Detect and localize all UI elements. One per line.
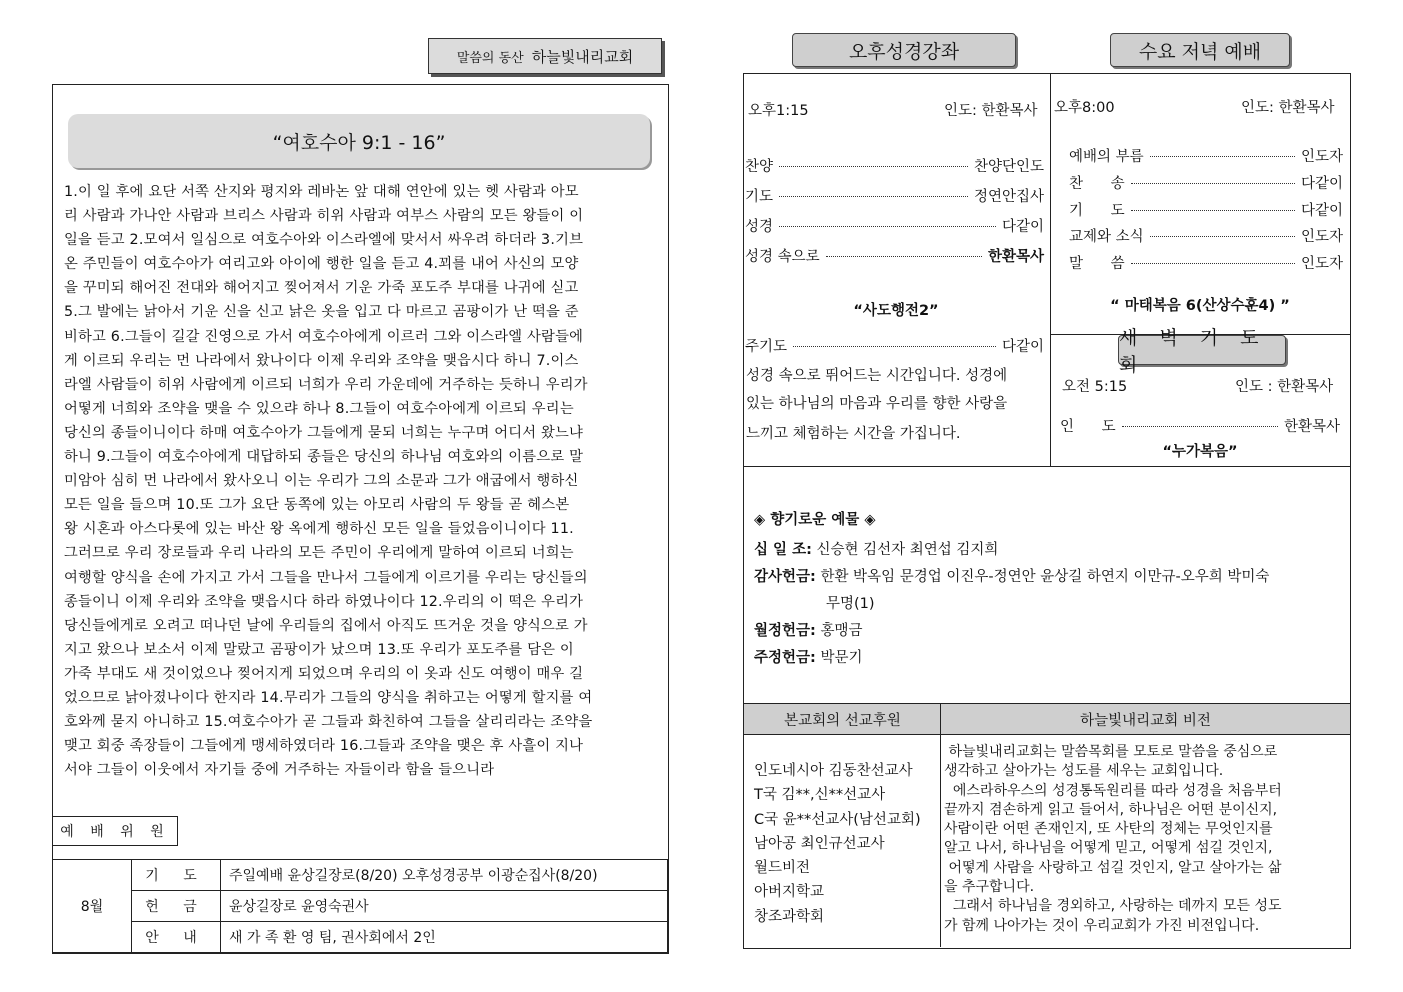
scripture-line: 을 꾸미되 해어진 전대와 해어지고 찢어져서 기운 가죽 포도주 부대를 나귀에 싣고 bbox=[64, 280, 579, 297]
order-item bbox=[745, 335, 1044, 356]
staff-detail: 주일예배 윤상길장로(8/20) 오후성경공부 이광순집사(8/20) bbox=[221, 860, 668, 891]
scripture-line: 서야 그들이 이웃에서 자기들 중에 거주하는 자들이라 함을 들으니라 bbox=[64, 762, 495, 779]
table-row bbox=[53, 891, 668, 922]
scripture-line: 여행할 양식을 손에 가지고 가서 그들을 만나서 그들에게 이르기를 우리는 당신들의 bbox=[64, 569, 588, 586]
scripture-line: 당신들에게로 오려고 떠나던 날에 우리들의 집에서 아직도 뜨거운 것을 양식으로 가 bbox=[64, 617, 588, 634]
list-item: 월드비전 bbox=[754, 860, 811, 877]
vision-line: 그래서 하나님을 경외하고, 사랑하는 데까지 모든 성도 bbox=[944, 898, 1282, 915]
scripture-line: 일을 듣고 2.모여서 일심으로 여호수아와 이스라엘에 맞서서 싸우려 하더라 3.기브 bbox=[64, 232, 584, 249]
vision-line: 알고 나서, 하나님을 어떻게 믿고, 어떻게 섬길 것인지, bbox=[944, 840, 1273, 857]
order-value: 인도자 bbox=[1300, 229, 1343, 245]
leader-dots bbox=[1131, 262, 1295, 264]
leader-dots bbox=[1150, 155, 1295, 157]
scripture-line: 호와께 묻지 아니하고 15.여호수아가 곧 그들과 화친하여 그들을 살리리라는 조약을 bbox=[64, 714, 593, 731]
column-divider bbox=[1050, 73, 1051, 466]
order-item bbox=[745, 215, 1044, 236]
vision-line: 끝까지 겸손하게 읽고 들어서, 하나님은 어떤 분이신지, bbox=[944, 801, 1278, 818]
list-item: 남아공 최인규선교사 bbox=[754, 835, 885, 852]
scripture-line: 가죽 부대도 새 것이었으나 찢어지게 되었으며 우리의 이 옷과 신도 여행이 매우 길 bbox=[64, 665, 584, 682]
vision-line: 하늘빛내리교회는 말씀목회를 모토로 말씀을 중심으로 bbox=[944, 744, 1278, 760]
afternoon-leader: 인도: 한환목사 bbox=[944, 103, 1038, 119]
vision-line: 사람이란 어떤 존재인지, 또 사탄의 정체는 무엇인지를 bbox=[944, 821, 1273, 838]
scripture-line: 라엘 사람들이 히위 사람에게 이르되 너희가 우리 가운데에 거주하는 듯하니 우리가 bbox=[64, 376, 588, 393]
worship-staff-table bbox=[52, 859, 668, 953]
order-item bbox=[1069, 252, 1343, 273]
order-label: 기 도 bbox=[1069, 203, 1125, 219]
dawn-prayer-header: 새 벽 기 도 회 bbox=[1118, 335, 1286, 365]
church-name-badge bbox=[428, 38, 662, 74]
order-value: 정연안집사 bbox=[973, 189, 1044, 205]
scripture-line: 미암아 심히 먼 나라에서 왔사오니 이는 우리가 그의 소문과 그가 애굽에서 행하신 bbox=[64, 473, 579, 490]
offerings-title: ◈ 향기로운 예물 ◈ bbox=[754, 512, 876, 528]
order-label: 주기도 bbox=[745, 339, 788, 355]
scripture-line: 5.그 발에는 낡아서 기운 신을 신고 낡은 옷을 입고 다 마르고 곰팡이가 난 떡을 준 bbox=[64, 304, 579, 321]
list-item: 인도네시아 김동찬선교사 bbox=[754, 763, 913, 779]
scripture-line: 맺고 회중 족장들이 그들에게 맹세하였더라 16.그들과 조약을 맺은 후 사흘이 지나 bbox=[64, 738, 584, 755]
order-item bbox=[745, 185, 1044, 206]
list-item: 아버지학교 bbox=[754, 884, 825, 901]
staff-detail: 윤상길장로 윤영숙권사 bbox=[221, 891, 668, 922]
order-label: 성경 bbox=[745, 219, 774, 235]
order-label: 찬 송 bbox=[1069, 176, 1125, 192]
vision-line: 생각하고 살아가는 성도를 세우는 교회입니다. bbox=[944, 763, 1224, 780]
scripture-line: 리 사람과 가나안 사람과 브리스 사람과 히위 사람과 여부스 사람의 모든 왕들이 이 bbox=[64, 208, 584, 225]
order-item bbox=[1060, 415, 1340, 436]
table-row bbox=[53, 922, 668, 953]
scripture-line: 었으므로 낡아졌나이다 한지라 14.무리가 그들의 양식을 취하고는 어떻게 할지를 여 bbox=[64, 689, 593, 706]
order-value: 한환목사 bbox=[987, 249, 1044, 265]
order-item bbox=[1069, 145, 1343, 166]
missions-list bbox=[754, 759, 921, 929]
leader-dots bbox=[1131, 182, 1295, 184]
offering-names: 무명(1) bbox=[826, 596, 875, 612]
table-row bbox=[53, 860, 668, 891]
order-item bbox=[745, 155, 1044, 176]
order-item bbox=[1069, 172, 1343, 193]
scripture-line: 지고 왔으나 보소서 이제 말랐고 곰팡이가 났으며 13.또 우리가 포도주를 담은 이 bbox=[64, 641, 574, 658]
order-value: 다같이 bbox=[1001, 339, 1044, 355]
afternoon-time: 오후1:15 bbox=[748, 103, 809, 119]
order-label: 찬양 bbox=[745, 159, 774, 175]
staff-role: 안 내 bbox=[132, 922, 221, 953]
order-label: 기도 bbox=[745, 189, 774, 205]
scripture-line: 비하고 6.그들이 길갈 진영으로 가서 여호수아에게 이르러 그와 이스라엘 사람들에 bbox=[64, 328, 584, 345]
scripture-line: 1.이 일 후에 요단 서쪽 산지와 평지와 레바논 앞 대해 연안에 있는 헷 사람과 아모 bbox=[64, 184, 579, 200]
afternoon-description: 성경 속으로 뛰어드는 시간입니다. 성경에 bbox=[746, 368, 1008, 384]
list-item: C국 윤**선교사(남선교회) bbox=[754, 811, 921, 828]
order-value: 한환목사 bbox=[1283, 419, 1340, 435]
leader-dots bbox=[1122, 425, 1278, 427]
order-label: 성경 속으로 bbox=[745, 249, 820, 265]
column-divider bbox=[940, 703, 941, 947]
worship-staff-label: 예 배 위 원 bbox=[52, 816, 178, 846]
order-value: 다같이 bbox=[1300, 203, 1343, 219]
dawn-book: “누가복음” bbox=[1162, 444, 1238, 460]
church-motto: 말씀의 동산 bbox=[456, 50, 524, 66]
offering-names: 한환 박옥임 문경업 이진우-정연안 윤상길 하연지 이만규-오우희 박미숙 bbox=[820, 569, 1270, 585]
scripture-body bbox=[64, 180, 654, 782]
wednesday-evening-service-header: 수요 저녁 예배 bbox=[1110, 33, 1290, 67]
leader-dots bbox=[1150, 235, 1295, 237]
list-item: 창조과학회 bbox=[754, 908, 825, 925]
offering-label: 감사헌금: bbox=[754, 569, 816, 585]
order-label: 인 도 bbox=[1060, 419, 1116, 435]
afternoon-description: 있는 하나님의 마음과 우리를 향한 사랑을 bbox=[746, 396, 1008, 412]
scripture-line: 당신의 종들이니이다 하매 여호수아가 그들에게 묻되 너희는 누구며 어디서 왔느냐 bbox=[64, 424, 584, 441]
vision-line: 어떻게 사람을 사랑하고 섬길 것인지, 알고 살아가는 삶 bbox=[944, 859, 1282, 876]
scripture-line: 게 이르되 우리는 먼 나라에서 왔나이다 이제 우리와 조약을 맺읍시다 하니 7.이스 bbox=[64, 352, 579, 369]
leader-dots bbox=[779, 195, 968, 197]
afternoon-description: 느끼고 체험하는 시간을 가집니다. bbox=[746, 426, 961, 442]
church-name: 하늘빛내리교회 bbox=[531, 47, 634, 66]
order-label: 예배의 부름 bbox=[1069, 149, 1144, 165]
wednesday-book: “ 마태복음 6(산상수훈4) ” bbox=[1110, 298, 1290, 314]
vision-header: 하늘빛내리교회 비전 bbox=[940, 703, 1351, 735]
afternoon-book: “사도행전2” bbox=[853, 303, 939, 319]
order-value: 인도자 bbox=[1300, 149, 1343, 165]
order-item bbox=[745, 245, 1044, 266]
vision-line: 에스라하우스의 성경통독원리를 따라 성경을 처음부터 bbox=[944, 782, 1282, 799]
dawn-leader: 인도 : 한환목사 bbox=[1235, 379, 1334, 395]
order-value: 다같이 bbox=[1300, 176, 1343, 192]
vision-line: 가 함께 나아가는 것이 우리교회가 가진 비전입니다. bbox=[944, 917, 1260, 934]
wednesday-time: 오후8:00 bbox=[1054, 100, 1115, 116]
missions-header: 본교회의 선교후원 bbox=[743, 703, 942, 735]
section-divider bbox=[743, 466, 1350, 467]
wednesday-leader: 인도: 한환목사 bbox=[1241, 100, 1335, 116]
staff-detail: 새 가 족 환 영 팀, 권사회에서 2인 bbox=[221, 922, 668, 953]
order-label: 교제와 소식 bbox=[1069, 229, 1144, 245]
scripture-line: 종들이니 이제 우리와 조약을 맺읍시다 하라 하였나이다 12.우리의 이 떡은 우리가 bbox=[64, 593, 584, 610]
offering-label: 월정헌금: bbox=[754, 623, 816, 639]
dawn-time: 오전 5:15 bbox=[1062, 379, 1128, 395]
offering-names: 박문기 bbox=[820, 650, 863, 666]
leader-dots bbox=[1131, 209, 1295, 211]
offering-label: 주정헌금: bbox=[754, 650, 816, 666]
order-item bbox=[1069, 225, 1343, 246]
order-item bbox=[1069, 199, 1343, 220]
afternoon-bible-study-header: 오후성경강좌 bbox=[792, 33, 1016, 67]
staff-role: 기 도 bbox=[132, 860, 221, 891]
offering-names: 홍맹금 bbox=[820, 623, 863, 639]
list-item: T국 김**,신**선교사 bbox=[754, 787, 886, 804]
scripture-title: “여호수아 9:1 - 16” bbox=[68, 114, 650, 168]
scripture-line: 어떻게 너희와 조약을 맺을 수 있으랴 하나 8.그들이 여호수아에게 이르되 우리는 bbox=[64, 400, 574, 417]
scripture-line: 그러므로 우리 장로들과 우리 나라의 모든 주민이 우리에게 말하여 이르되 너희는 bbox=[64, 545, 574, 562]
leader-dots bbox=[826, 255, 982, 257]
leader-dots bbox=[779, 225, 996, 227]
order-value: 찬양단인도 bbox=[973, 159, 1044, 175]
scripture-line: 왕 시혼과 아스다롯에 있는 바산 왕 옥에게 행하신 모든 일을 들었음이니이다 11. bbox=[64, 521, 574, 538]
offering-label: 십 일 조: bbox=[754, 542, 812, 558]
staff-month: 8월 bbox=[53, 860, 132, 953]
order-value: 다같이 bbox=[1001, 219, 1044, 235]
scripture-line: 온 주민들이 여호수아가 여리고와 아이에 행한 일을 듣고 4.꾀를 내어 사신의 모양 bbox=[64, 256, 579, 273]
vision-text bbox=[944, 743, 1344, 936]
scripture-line: 하니 9.그들이 여호수아에게 대답하되 종들은 당신의 하나님 여호와의 이름으로 말 bbox=[64, 449, 584, 466]
leader-dots bbox=[779, 165, 968, 167]
scripture-line: 모든 일을 들으며 10.또 그가 요단 동쪽에 있는 아모리 사람의 두 왕들 곧 헤스본 bbox=[64, 497, 570, 514]
staff-role: 헌 금 bbox=[132, 891, 221, 922]
offering-names: 신승현 김선자 최연섭 김지희 bbox=[816, 542, 999, 558]
vision-line: 을 추구합니다. bbox=[944, 879, 1035, 896]
leader-dots bbox=[793, 345, 996, 347]
order-value: 인도자 bbox=[1300, 256, 1343, 272]
order-label: 말 씀 bbox=[1069, 256, 1125, 272]
